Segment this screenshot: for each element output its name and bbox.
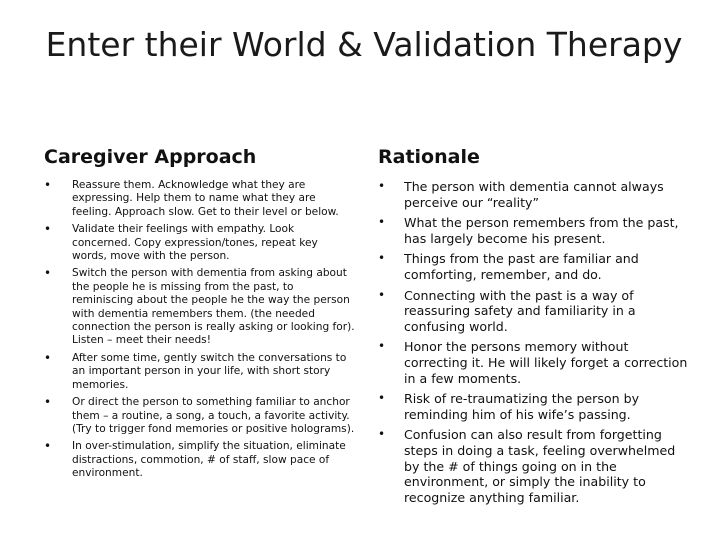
list-item-text: Connecting with the past is a way of reassuring safety and familiarity in a confusing world. [404, 287, 636, 334]
caregiver-approach-heading: Caregiver Approach [44, 146, 257, 168]
list-item [378, 391, 690, 422]
list-item [378, 339, 690, 386]
bullet-icon: • [378, 391, 386, 406]
bullet-icon: • [44, 178, 52, 192]
bullet-icon: • [378, 251, 386, 266]
list-item [44, 440, 356, 480]
list-item [378, 215, 690, 246]
bullet-icon: • [378, 427, 386, 442]
list-item-text: Or direct the person to something familiar to anchor them – a routine, a song, a touch, a favorite activity. (Try to trigger fond memories or positive holograms). [72, 396, 355, 435]
list-item-text: What the person remembers from the past, has largely become his present. [404, 215, 679, 246]
slide-title: Enter their World & Validation Therapy [45, 25, 683, 64]
list-item [378, 288, 690, 335]
bullet-icon: • [44, 395, 52, 410]
list-item [378, 251, 690, 282]
list-item-text: Validate their feelings with empathy. Look concerned. Copy expression/tones, repeat key words, move with the person. [72, 223, 318, 263]
bullet-icon: • [44, 439, 52, 454]
list-item-text: Confusion can also result from forgetting steps in doing a task, feeling overwhelmed by the # of things going on in the environment, or simply the inability to recognize anything familiar. [404, 427, 676, 505]
bullet-icon: • [44, 222, 52, 237]
list-item-text: Things from the past are familiar and comforting, remember, and do. [404, 251, 639, 282]
list-item [378, 179, 690, 210]
list-item [44, 179, 356, 219]
list-item [44, 352, 356, 392]
bullet-icon: • [44, 350, 52, 365]
rationale-heading: Rationale [378, 146, 480, 168]
bullet-icon: • [378, 179, 386, 193]
list-item-text: The person with dementia cannot always perceive our “reality” [404, 179, 664, 210]
list-item-text: Switch the person with dementia from asking about the people he is missing from the past, to reminiscing about the people he the way the person with dementia remembers them. (the needed connection the person is really asking or looking for). Listen – meet their needs! [72, 267, 355, 347]
list-item-text: After some time, gently switch the conversations to an important person in your life, with short story memories. [72, 351, 347, 391]
caregiver-approach-column [44, 145, 356, 485]
list-item-text: In over-stimulation, simplify the situation, eliminate distractions, commotion, # of staff, slow pace of environment. [72, 440, 346, 480]
list-item-text: Honor the persons memory without correcting it. He will likely forget a correction in a few moments. [404, 339, 688, 386]
list-item-text: Risk of re-traumatizing the person by reminding him of his wife’s passing. [404, 391, 640, 422]
list-item [44, 396, 356, 436]
bullet-icon: • [378, 287, 386, 302]
list-item [378, 427, 690, 505]
list-item [44, 223, 356, 263]
bullet-icon: • [378, 215, 386, 230]
rationale-list [378, 179, 690, 505]
caregiver-approach-list [44, 179, 356, 481]
rationale-column [378, 145, 690, 510]
list-item [44, 267, 356, 347]
bullet-icon: • [44, 266, 52, 281]
list-item-text: Reassure them. Acknowledge what they are expressing. Help them to name what they are feeling. Approach slow. Get to their level or below. [72, 179, 339, 218]
bullet-icon: • [378, 339, 386, 354]
